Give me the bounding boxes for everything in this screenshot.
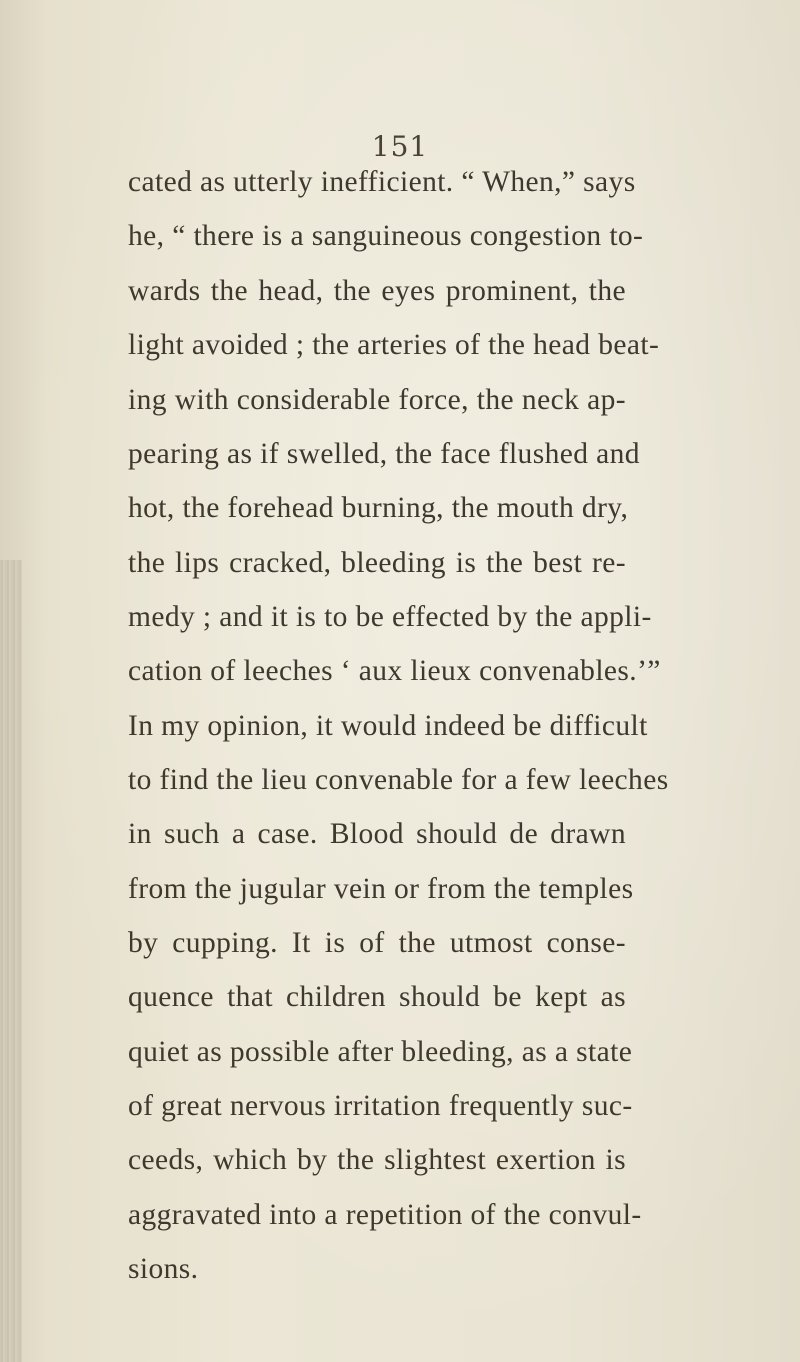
text-line: of great nervous irritation frequently suc- (128, 1090, 633, 1122)
text-line: aggravated into a repetition of the convul- (128, 1199, 642, 1231)
text-line: hot, the forehead burning, the mouth dry, (128, 492, 629, 524)
text-line: he, “ there is a sanguineous congestion to- (128, 220, 644, 252)
text-line: from the jugular vein or from the temples (128, 873, 634, 905)
text-line: to find the lieu convenable for a few leeches (128, 764, 669, 796)
text-line: cation of leeches ‘ aux lieux convenables.’” (128, 655, 661, 687)
text-line: cated as utterly inefficient. “ When,” says (128, 166, 636, 198)
text-line: the lips cracked, bleeding is the best re- (128, 547, 626, 579)
text-line: In my opinion, it would indeed be difficult (128, 710, 648, 742)
text-line: sions. (128, 1253, 199, 1285)
text-line: pearing as if swelled, the face flushed and (128, 438, 640, 470)
text-line: wards the head, the eyes prominent, the (128, 275, 626, 307)
page-binding-edge (0, 560, 22, 1362)
text-line: ceeds, which by the slightest exertion is (128, 1144, 626, 1176)
text-line: ing with considerable force, the neck ap- (128, 384, 626, 416)
text-line: light avoided ; the arteries of the head beat- (128, 329, 660, 361)
text-line: quiet as possible after bleeding, as a state (128, 1036, 633, 1068)
page-number: 151 (371, 130, 429, 163)
text-line: medy ; and it is to be effected by the appli- (128, 601, 652, 633)
text-line: quence that children should be kept as (128, 981, 626, 1013)
text-line: in such a case. Blood should de drawn (128, 818, 626, 850)
text-line: by cupping. It is of the utmost conse- (128, 927, 626, 959)
